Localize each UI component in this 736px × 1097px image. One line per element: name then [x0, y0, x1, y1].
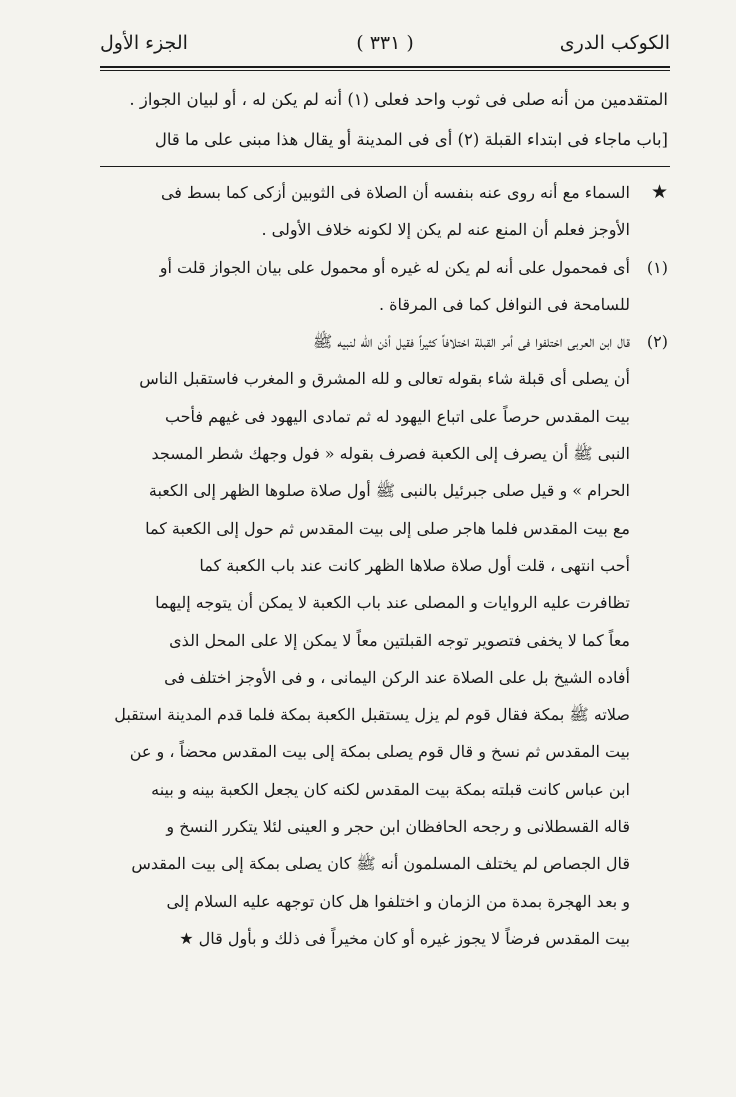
footnote-line: النبى ﷺ أن يصرف إلى الكعبة فصرف بقوله « فول وجهك شطر المسجد: [151, 444, 630, 464]
footnote-divider: [100, 166, 670, 167]
footnote-1: [88, 249, 668, 324]
footnotes: [88, 174, 668, 957]
footnote-line: قال الجصاص لم يختلف المسلمون أنه ﷺ كان يصلى بمكة إلى بيت المقدس: [131, 854, 630, 874]
footnote-line: أن يصلى أى قبلة شاء بقوله تعالى و لله المشرق و المغرب فاستقبل الناس: [139, 369, 630, 389]
footnote-line: الحرام » و قيل صلى جبرئيل بالنبى ﷺ أول صلاة صلوها الظهر إلى الكعبة: [148, 481, 630, 501]
footnote-line: أفاده الشيخ بل على الصلاة عند الركن اليمانى ، و فى الأوجز اختلف فى: [164, 667, 630, 687]
footnote-marker: (١): [646, 257, 668, 277]
footnote-line: بيت المقدس فرضاً لا يجوز غيره أو كان مخيراً فى ذلك و بأول قال ★: [179, 928, 630, 948]
footnote-line: قاله القسطلانى و رجحه الحافظان ابن حجر و العينى لئلا يتكرر النسخ و: [166, 817, 630, 837]
main-text-line: [باب ماجاء فى ابتداء القبلة (٢) أى فى المدينة أو يقال هذا مبنى على ما قال: [154, 130, 668, 149]
footnote-line: السماء مع أنه روى عنه بنفسه أن الصلاة فى الثوبين أزكى كما بسط فى: [160, 183, 630, 202]
footnote-line: أى فمحمول على أنه لم يكن له غيره أو محمول على بيان الجواز قلت أو: [159, 257, 630, 277]
footnote-line: تظافرت عليه الروايات و المصلى عند باب الكعبة لا يمكن أن يتوجه إليهما: [155, 593, 630, 613]
footnote-star: [88, 174, 668, 249]
footnote-line: مع بيت المقدس فلما هاجر صلى إلى بيت المقدس ثم حول إلى الكعبة كما: [145, 518, 630, 538]
footnote-line: الأوجز فعلم أن المنع عنه لم يكن إلا لكونه خلاف الأولى .: [261, 220, 630, 240]
footnote-marker: (٢): [646, 332, 668, 352]
header-double-rule: [100, 66, 670, 71]
footnote-line: للسامحة فى النوافل كما فى المرقاة .: [378, 294, 630, 314]
part-label: الجزء الأول: [100, 32, 188, 54]
footnote-line: بيت المقدس ثم نسخ و قال قوم يصلى بمكة إلى بيت المقدس محضاً ، و عن: [129, 742, 630, 762]
footnote-line: معاً كما لا يخفى فتصوير توجه القبلتين معاً لا يمكن إلا على المحل الذى: [169, 630, 630, 650]
main-text-line: المتقدمين من أنه صلى فى ثوب واحد فعلى (١) أنه لم يكن له ، أو لبيان الجواز .: [129, 90, 668, 109]
footnote-line: و بعد الهجرة بمدة من الزمان و اختلفوا هل كان توجهه عليه السلام إلى: [166, 891, 630, 911]
book-title: الكوكب الدرى: [559, 32, 670, 54]
footnote-line: قال ابن العربى اختلفوا فى أمر القبلة اختلافاً كثيراً فقيل أذن الله لنبيه ﷺ: [312, 332, 630, 352]
footnote-line: بيت المقدس حرصاً على اتباع اليهود له ثم تمادى اليهود فى غيهم فأحب: [164, 406, 630, 426]
page-header: [100, 24, 670, 64]
footnote-2: [88, 323, 668, 957]
footnote-line: صلاته ﷺ بمكة فقال قوم لم يزل يستقبل الكعبة بمكة فلما قدم المدينة استقبل: [114, 705, 630, 725]
footnote-line: أحب انتهى ، قلت أول صلاة صلاها الظهر كانت عند باب الكعبة كما: [199, 555, 630, 575]
star-icon: ★: [650, 181, 668, 203]
footnote-line: ابن عباس كانت قبلته بمكة بيت المقدس لكنه كان يجعل الكعبة بينه و بينه: [151, 779, 630, 799]
page-number: ( ٣٣١ ): [356, 32, 414, 54]
main-text: [96, 80, 668, 160]
